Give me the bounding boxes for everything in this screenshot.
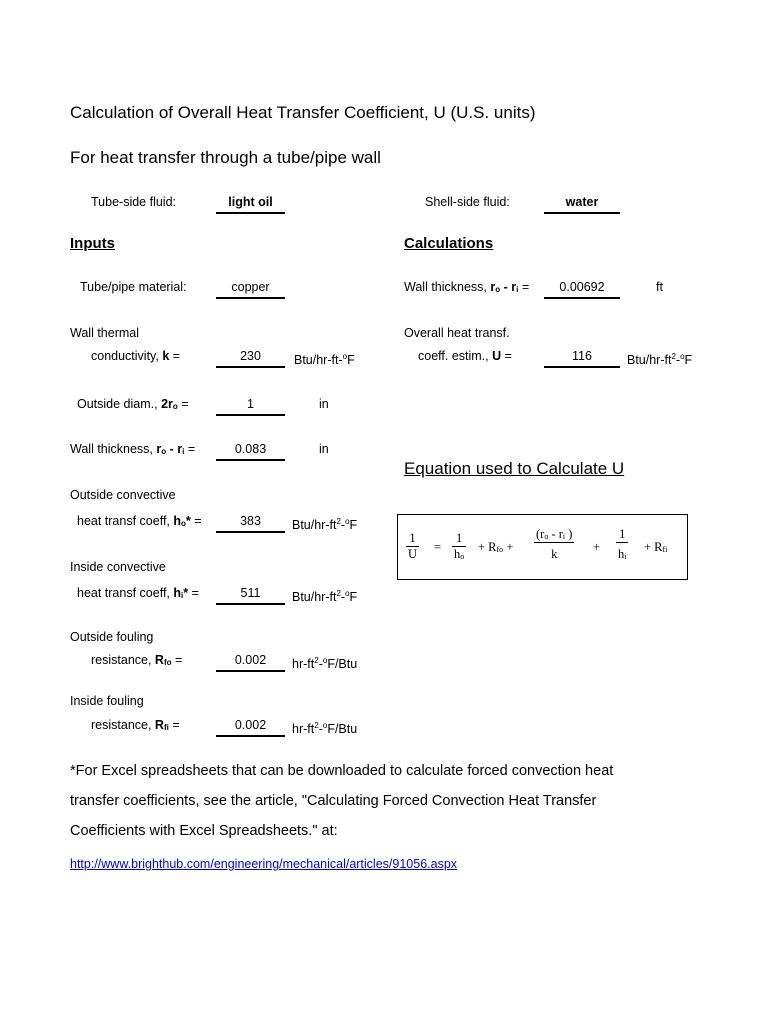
od-label: Outside diam., 2ro = xyxy=(77,397,189,411)
note-line-2: transfer coefficients, see the article, "Calculating Forced Convection Heat Transfer xyxy=(70,793,597,809)
k-unit: Btu/hr-ft-$^o$F xyxy=(294,352,355,367)
note-line-3: Coefficients with Excel Spreadsheets." at: xyxy=(70,823,338,839)
hi-label-line1: Inside convective xyxy=(70,560,166,574)
ho-label-line2: heat transf coeff, ho* = xyxy=(77,514,202,528)
wall-thickness-unit: in xyxy=(319,442,329,456)
eq-plus-rfo: + Rfo + xyxy=(478,540,514,554)
wall-thickness-value[interactable]: 0.083 xyxy=(216,442,285,461)
eq-plus: + xyxy=(593,540,601,554)
u-label-line2: coeff. estim., U = xyxy=(418,349,512,363)
hi-value[interactable]: 511 xyxy=(216,586,285,605)
k-value[interactable]: 230 xyxy=(216,349,285,368)
material-label: Tube/pipe material: xyxy=(80,280,187,294)
calc-wall-thickness-value: 0.00692 xyxy=(544,280,620,299)
od-value[interactable]: 1 xyxy=(216,397,285,416)
rfo-unit: $hr-ft^2-^oF$/Btu xyxy=(292,656,358,671)
k-label-line2: conductivity, k = xyxy=(91,349,181,363)
material-value[interactable]: copper xyxy=(216,280,285,299)
equation-header: Equation used to Calculate U xyxy=(404,459,625,478)
eq-term-1-over-hi: $\frac{1}{hi}$ xyxy=(618,527,627,561)
calc-wall-thickness-unit: ft xyxy=(656,280,663,294)
hi-label-line2: heat transf coeff, hi* = xyxy=(77,586,199,600)
shell-fluid-label: Shell-side fluid: xyxy=(425,195,510,209)
eq-term-1-over-u: $\frac{1}{U}$ xyxy=(408,531,418,561)
tube-fluid-label: Tube-side fluid: xyxy=(91,195,176,209)
k-label-line1: Wall thermal xyxy=(70,326,139,340)
rfo-label-line1: Outside fouling xyxy=(70,630,154,644)
rfi-label-line1: Inside fouling xyxy=(70,694,144,708)
page-subtitle: For heat transfer through a tube/pipe wall xyxy=(70,148,381,167)
rfi-label-line2: resistance, Rfi = xyxy=(91,718,180,732)
od-unit: in xyxy=(319,397,329,411)
eq-equals: = xyxy=(434,540,442,554)
note-link-wrapper xyxy=(70,855,457,873)
eq-term-wall: $\frac{(ro - ri )}{k}$ xyxy=(536,527,573,561)
u-unit: Btu/$hr-ft^2-^oF$ xyxy=(627,352,693,367)
article-link[interactable]: http://www.brighthub.com/engineering/mechanical/articles/91056.aspx xyxy=(70,857,458,871)
rfo-label-line2: resistance, Rfo = xyxy=(91,653,183,667)
rfi-unit: $hr-ft^2-^oF$/Btu xyxy=(292,721,358,736)
ho-unit: Btu/$hr-ft^2-^oF$ xyxy=(292,517,358,532)
calculations-header: Calculations xyxy=(404,235,494,252)
note-line-1: *For Excel spreadsheets that can be downloaded to calculate forced convection heat xyxy=(70,763,614,779)
eq-plus-rfi: + Rfi xyxy=(644,540,668,554)
page-title: Calculation of Overall Heat Transfer Coefficient, U (U.S. units) xyxy=(70,103,536,122)
rfi-value[interactable]: 0.002 xyxy=(216,718,285,737)
inputs-header: Inputs xyxy=(70,235,115,252)
ho-label-line1: Outside convective xyxy=(70,488,176,502)
shell-fluid-value[interactable]: water xyxy=(544,195,620,214)
calc-wall-thickness-label: Wall thickness, ro - ri = xyxy=(404,280,530,294)
equation-box xyxy=(397,514,688,580)
wall-thickness-label: Wall thickness, ro - ri = xyxy=(70,442,196,456)
u-label-line1: Overall heat transf. xyxy=(404,326,510,340)
rfo-value[interactable]: 0.002 xyxy=(216,653,285,672)
ho-value[interactable]: 383 xyxy=(216,514,285,533)
tube-fluid-value[interactable]: light oil xyxy=(216,195,285,214)
u-value: 116 xyxy=(544,349,620,368)
hi-unit: Btu/$hr-ft^2-^oF$ xyxy=(292,589,358,604)
eq-term-1-over-ho: $\frac{1}{ho}$ xyxy=(454,531,465,561)
